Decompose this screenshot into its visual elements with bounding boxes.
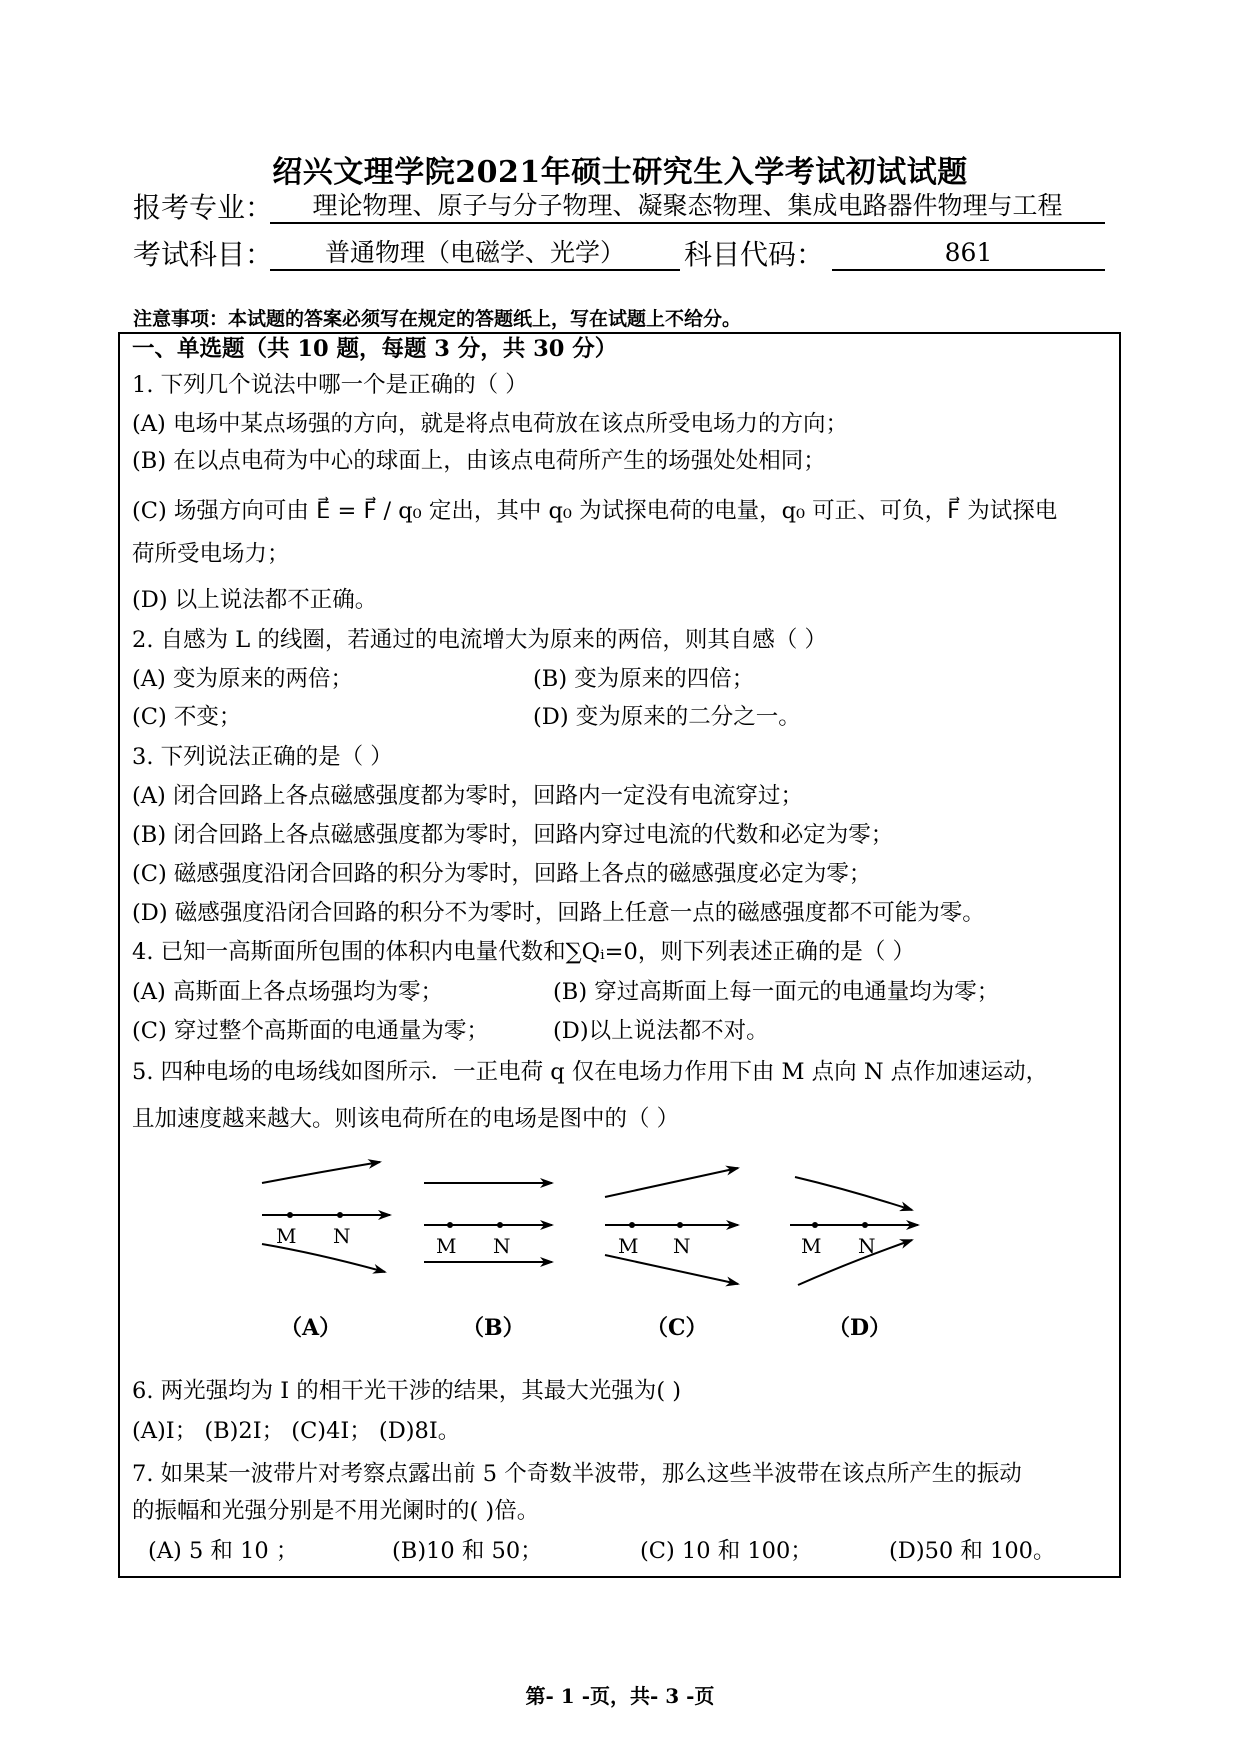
- q7-option-d: (D)50 和 100。: [889, 1538, 1056, 1564]
- caption-a: （A）: [280, 1315, 342, 1341]
- q3-option-a: (A) 闭合回路上各点磁感强度都为零时，回路内一定没有电流穿过；: [132, 783, 803, 809]
- label-m: M: [276, 1224, 297, 1248]
- q2-option-d: (D) 变为原来的二分之一。: [533, 704, 801, 730]
- label-n: N: [858, 1234, 876, 1258]
- page-footer: 第- 1 -页，共- 3 -页: [525, 1684, 715, 1708]
- label-m: M: [618, 1234, 639, 1258]
- q4-option-a: (A) 高斯面上各点场强均为零；: [132, 979, 443, 1005]
- label-n: N: [333, 1224, 351, 1248]
- q5-stem-line2: 且加速度越来越大。则该电荷所在的电场是图中的（ ）: [132, 1106, 680, 1132]
- code-value: 861: [832, 237, 1105, 271]
- q1-stem: 1. 下列几个说法中哪一个是正确的（ ）: [132, 372, 528, 398]
- exam-title: 绍兴文理学院2021年硕士研究生入学考试初试试题: [272, 155, 968, 190]
- label-m: M: [436, 1234, 457, 1258]
- q1-option-c-line2: 荷所受电场力；: [132, 541, 290, 567]
- q5-stem-line1: 5. 四种电场的电场线如图所示．一正电荷 q 仅在电场力作用下由 M 点向 N 点作加速运动，: [132, 1059, 1049, 1085]
- q3-stem: 3. 下列说法正确的是（ ）: [132, 744, 393, 770]
- code-label: 科目代码：: [684, 238, 825, 271]
- q2-option-c: (C) 不变；: [132, 704, 242, 730]
- notice: 注意事项：本试题的答案必须写在规定的答题纸上，写在试题上不给分。: [133, 308, 742, 330]
- q1-option-b: (B) 在以点电荷为中心的球面上，由该点电荷所产生的场强处处相同；: [132, 448, 826, 474]
- q4-option-c: (C) 穿过整个高斯面的电通量为零；: [132, 1018, 489, 1044]
- q7-option-a: (A) 5 和 10 ；: [148, 1538, 299, 1564]
- caption-c: （C）: [646, 1315, 708, 1341]
- q1-option-a: (A) 电场中某点场强的方向，就是将点电荷放在该点所受电场力的方向；: [132, 411, 848, 437]
- major-label: 报考专业：: [133, 191, 274, 224]
- q2-option-a: (A) 变为原来的两倍；: [132, 666, 353, 692]
- q1-option-c-line1: (C) 场强方向可由 E⃗ = F⃗ / q₀ 定出，其中 q₀ 为试探电荷的电量，q₀ 可正、可负，F⃗ 为试探电: [132, 498, 1058, 524]
- q4-option-d: (D)以上说法都不对。: [553, 1018, 769, 1044]
- q7-option-c: (C) 10 和 100；: [640, 1538, 813, 1564]
- subject-value: 普通物理（电磁学、光学）: [270, 237, 680, 271]
- q7-option-b: (B)10 和 50；: [392, 1538, 543, 1564]
- q2-stem: 2. 自感为 L 的线圈，若通过的电流增大为原来的两倍，则其自感（ ）: [132, 627, 828, 653]
- q3-option-c: (C) 磁感强度沿闭合回路的积分为零时，回路上各点的磁感强度必定为零；: [132, 861, 872, 887]
- q6-options: (A)I； (B)2I； (C)4I； (D)8I。: [132, 1418, 461, 1444]
- label-m: M: [801, 1234, 822, 1258]
- q6-stem: 6. 两光强均为 I 的相干光干涉的结果，其最大光强为( ): [132, 1378, 682, 1404]
- major-value: 理论物理、原子与分子物理、凝聚态物理、集成电路器件物理与工程: [270, 190, 1105, 224]
- q2-option-b: (B) 变为原来的四倍；: [533, 666, 755, 692]
- q3-option-d: (D) 磁感强度沿闭合回路的积分不为零时，回路上任意一点的磁感强度都不可能为零。: [132, 900, 985, 926]
- q1-option-d: (D) 以上说法都不正确。: [132, 587, 378, 613]
- q4-option-b: (B) 穿过高斯面上每一面元的电通量均为零；: [553, 979, 1000, 1005]
- q7-stem-line2: 的振幅和光强分别是不用光阑时的( )倍。: [132, 1498, 540, 1524]
- caption-d: （D）: [828, 1315, 892, 1341]
- section-heading: 一、单选题（共 10 题，每题 3 分，共 30 分）: [132, 336, 618, 362]
- q3-option-b: (B) 闭合回路上各点磁感强度都为零时，回路内穿过电流的代数和必定为零；: [132, 822, 894, 848]
- q4-stem: 4. 已知一高斯面所包围的体积内电量代数和∑Qᵢ=0，则下列表述正确的是（ ）: [132, 939, 915, 965]
- caption-b: （B）: [462, 1315, 525, 1341]
- label-n: N: [493, 1234, 511, 1258]
- subject-label: 考试科目：: [133, 238, 274, 271]
- q7-stem-line1: 7. 如果某一波带片对考察点露出前 5 个奇数半波带，那么这些半波带在该点所产生的振动: [132, 1461, 1022, 1487]
- label-n: N: [673, 1234, 691, 1258]
